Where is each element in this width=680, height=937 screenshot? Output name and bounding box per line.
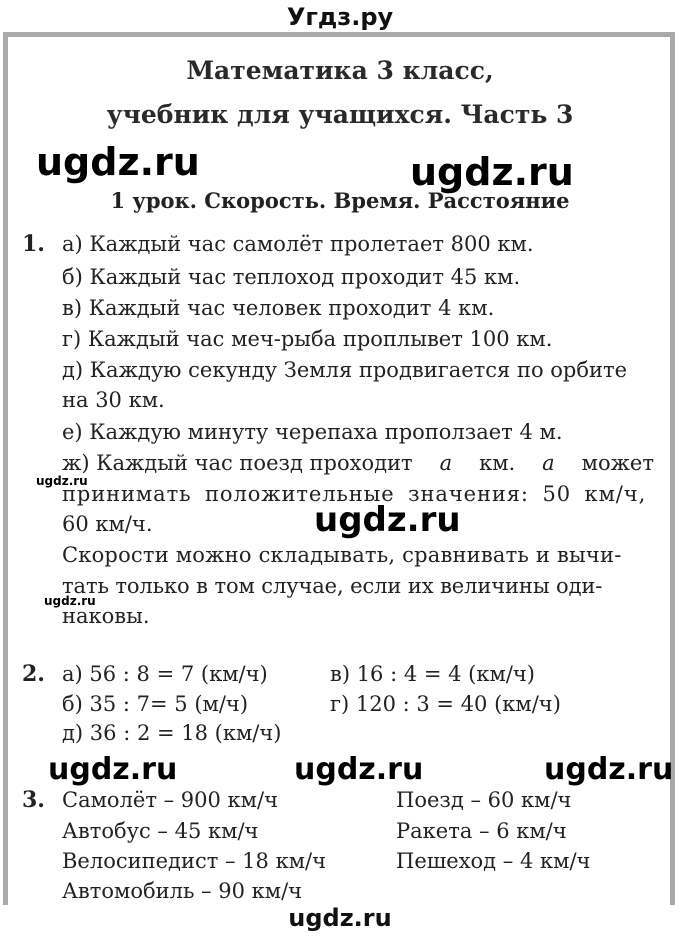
task-1-note-line-2: тать только в том случае, если их величины оди- [62,574,603,598]
book-title-line-1: Математика 3 класс, [186,56,494,85]
watermark-center: ugdz.ru [314,500,461,540]
task-1-item-zh-line-3: 60 км/ч. [62,512,153,536]
task-1-item-zh-text-2: км. [479,451,516,475]
task-1-item-g: г) Каждый час меч-рыба проплывет 100 км. [62,327,553,351]
task-1-item-e: е) Каждую минуту черепаха проползает 4 м. [62,420,563,444]
task-1-item-zh-text-3: может [581,451,654,475]
task-1-item-a: а) Каждый час самолёт пролетает 800 км. [62,232,534,256]
task-1-note-line-3: наковы. [62,604,150,628]
book-title-line-2: учебник для учащихся. Часть 3 [106,100,574,129]
task-3-left-item: Велосипедист – 18 км/ч [62,849,326,873]
task-2-item-a: а) 56 : 8 = 7 (км/ч) [62,662,268,686]
task-1-item-d-line-1: д) Каждую секунду Земля продвигается по орбите [62,358,628,382]
watermark-left: ugdz.ru [36,140,200,184]
watermark-right: ugdz.ru [410,150,574,194]
task-3-left-item: Самолёт – 900 км/ч [62,788,278,812]
watermark-row-right: ugdz.ru [544,752,674,787]
lesson-title: 1 урок. Скорость. Время. Расстояние [110,188,570,213]
task-1-number: 1. [22,231,45,257]
task-1-item-zh-line-1 [62,451,654,475]
watermark-small-1: ugdz.ru [36,474,88,488]
task-2-item-v: в) 16 : 4 = 4 (км/ч) [330,662,535,686]
task-2-item-g: г) 120 : 3 = 40 (км/ч) [330,692,561,716]
task-3-right-item: Ракета – 6 км/ч [396,819,567,843]
site-header: Угдз.ру [286,3,394,31]
task-1-item-b: б) Каждый час теплоход проходит 45 км. [62,265,521,289]
task-3-left-item: Автобус – 45 км/ч [62,819,259,843]
task-2-item-d: д) 36 : 2 = 18 (км/ч) [62,721,282,745]
task-3-number: 3. [22,787,45,813]
task-1-item-d-line-2: на 30 км. [62,388,165,412]
task-2-number: 2. [22,661,45,687]
watermark-small-2: ugdz.ru [44,594,96,608]
task-3-left-item: Автомобиль – 90 км/ч [62,879,303,903]
task-3-right-item: Пешеход – 4 км/ч [396,849,591,873]
task-1-item-zh-variable-2: а [542,451,555,475]
task-1-note-line-1: Скорости можно складывать, сравнивать и вычи- [62,543,622,567]
watermark-row-left: ugdz.ru [48,752,178,787]
task-1-item-zh-line-2: принимать положительные значения: 50 км/ч, [62,482,647,506]
task-3-right-item: Поезд – 60 км/ч [396,788,572,812]
task-1-item-v: в) Каждый час человек проходит 4 км. [62,296,495,320]
site-footer: ugdz.ru [288,904,392,932]
task-1-item-zh-text-1: ж) Каждый час поезд проходит [62,451,413,475]
task-2-item-b: б) 35 : 7= 5 (м/ч) [62,692,249,716]
task-1-item-zh-variable-1: а [439,451,453,475]
watermark-row-center: ugdz.ru [294,752,424,787]
